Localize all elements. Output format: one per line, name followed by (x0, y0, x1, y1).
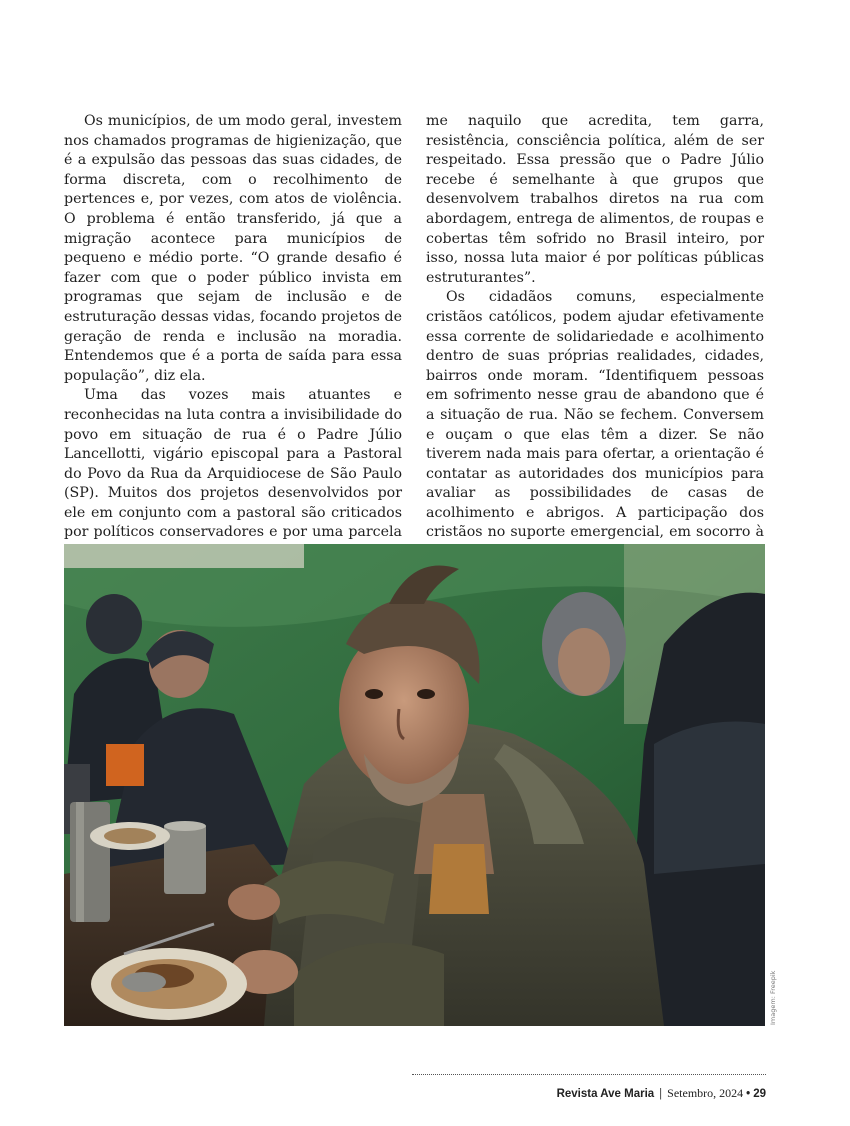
footer-separator: | (659, 1088, 663, 1100)
article-column-left (64, 112, 402, 602)
article-paragraph: me naquilo que acredita, tem garra, resistência, consciência política, além de ser respeitado. Essa pressão que o Padre Júlio recebe é semelhante à que grupos que desenvolvem trabalhos diretos na rua com abordagem, entrega de alimentos, de roupas e cobertas têm sofrido no Brasil inteiro, por isso, nossa luta maior é por políticas públicas estruturantes”. (426, 113, 764, 286)
page-number: 29 (753, 1088, 766, 1100)
article-column-right (426, 112, 764, 582)
publication-name: Revista Ave Maria (556, 1088, 655, 1100)
photo-credit (766, 970, 778, 1028)
photo-illustration (64, 544, 765, 1026)
article-paragraph: Os municípios, de um modo geral, investem nos chamados programas de higienização, que é a expulsão das pessoas das suas cidades, de forma discreta, com o recolhimento de pertences e, por vezes, com atos de violência. O problema é então transferido, já que a migração acontece para municípios de pequeno e médio porte. “O grande desafio é fazer com que o poder público invista em programas que sejam de inclusão e de estruturação dessas vidas, focando projetos de geração de renda e inclusão na moradia. Entendemos que é a porta de saída para essa população”, diz ela. (64, 113, 402, 384)
article-paragraph-text: Os cidadãos comuns, especialmente cristãos católicos, podem ajudar efetivamente essa corrente de solidariedade e acolhimento dentro de suas próprias realidades, cidades, bairros onde moram. “Identifiquem pessoas em sofrimento nesse grau de abandono que é a situação de rua. Não se fechem. Conversem e ouçam o que elas têm a dizer. Se não tiverem nada mais para ofertar, a orientação é contatar as autoridades dos municípios para avaliar as possibilidades de casas de acolhimento e abrigos. A participação dos cristãos no suporte emergencial, em socorro à (426, 289, 764, 541)
photo-credit-text: Imagem: Freepik (769, 970, 777, 1025)
article-photo (64, 544, 765, 1026)
footer-bullet: • (746, 1088, 751, 1100)
footer-divider (412, 1074, 766, 1075)
page-footer (557, 1086, 766, 1101)
issue-date: Setembro, 2024 (667, 1086, 744, 1100)
article-paragraph-final (426, 288, 764, 582)
article-paragraph: Uma das vozes mais atuantes e reconhecidas na luta contra a invisibilidade do povo em situação de rua é o Padre Júlio Lancellotti, vigário episcopal para a Pastoral do Povo da Rua da Arquidiocese de São Paulo (SP). Muitos dos projetos desenvolvidos por ele em conjunto com a pastoral são criticados por políticos conservadores e por uma parcela (64, 387, 402, 541)
